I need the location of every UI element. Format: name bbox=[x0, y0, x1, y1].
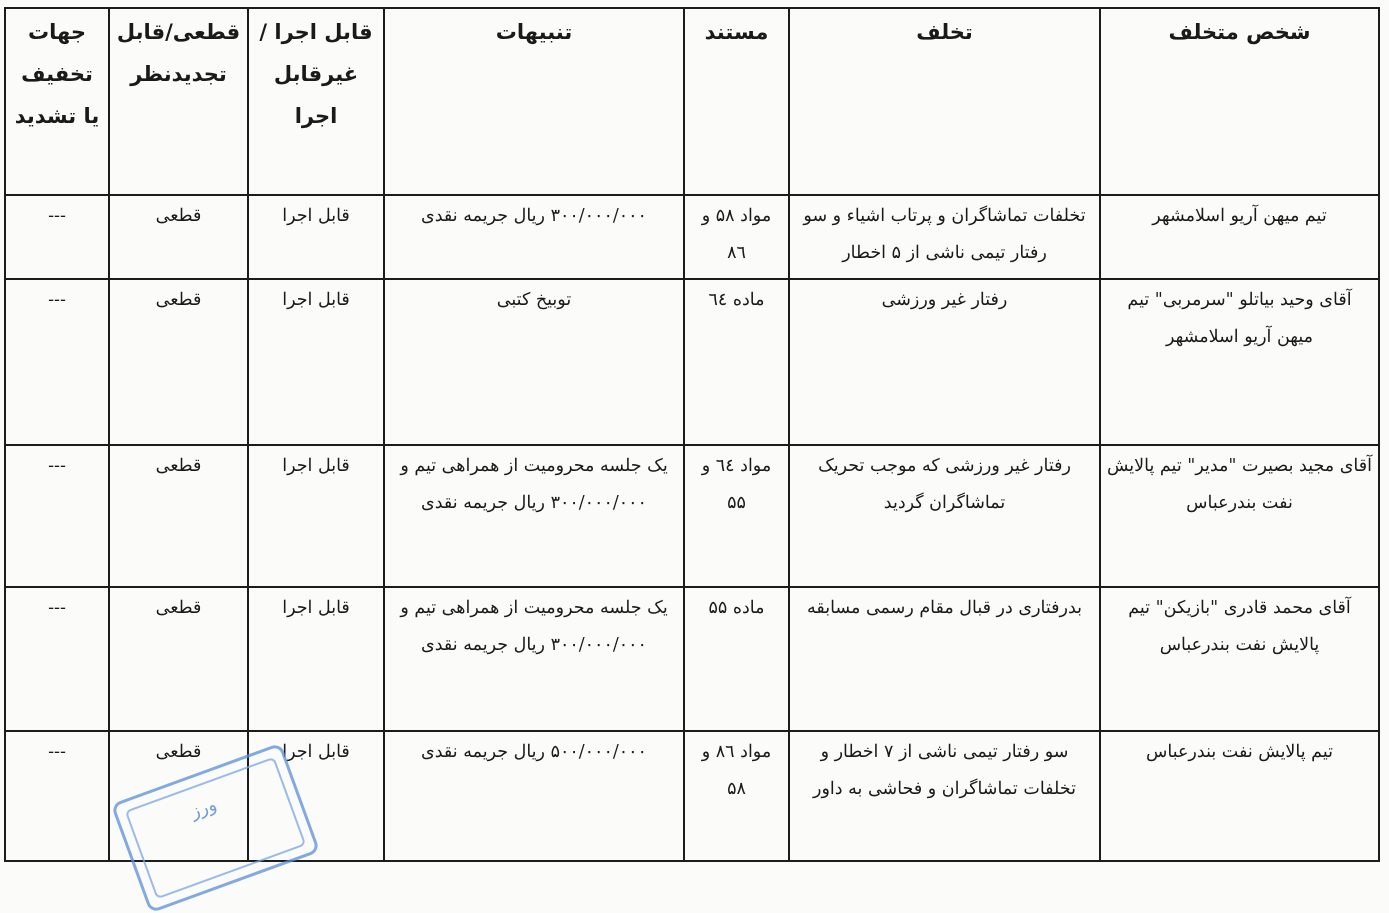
header-enforceable: قابل اجرا /غیرقابل اجرا bbox=[248, 8, 384, 195]
cell-violation: رفتار غیر ورزشی که موجب تحریک تماشاگران گردید bbox=[789, 445, 1100, 587]
cell-person: تیم میهن آریو اسلامشهر bbox=[1100, 195, 1379, 279]
cell-person: آقای مجید بصیرت "مدیر" تیم پالایش نفت بندرعباس bbox=[1100, 445, 1379, 587]
cell-penalties: ۳۰۰/۰۰۰/۰۰۰ ریال جریمه نقدی bbox=[384, 195, 684, 279]
cell-violation: بدرفتاری در قبال مقام رسمی مسابقه bbox=[789, 587, 1100, 731]
table-row bbox=[5, 445, 1379, 587]
cell-violation: تخلفات تماشاگران و پرتاب اشیاء و سو رفتار تیمی ناشی از ۵ اخطار bbox=[789, 195, 1100, 279]
header-penalties: تنبیهات bbox=[384, 8, 684, 195]
cell-basis: مواد ۸٦ و ۵۸ bbox=[684, 731, 789, 861]
cell-enforceable: قابل اجرا bbox=[248, 195, 384, 279]
cell-mitigation: --- bbox=[5, 587, 109, 731]
header-final: قطعی/قابل تجدیدنظر bbox=[109, 8, 248, 195]
header-mitigation: جهات تخفیف یا تشدید bbox=[5, 8, 109, 195]
cell-basis: مواد ۵۸ و ۸٦ bbox=[684, 195, 789, 279]
cell-person: تیم پالایش نفت بندرعباس bbox=[1100, 731, 1379, 861]
cell-final: قطعی bbox=[109, 279, 248, 445]
table-row bbox=[5, 279, 1379, 445]
cell-mitigation: --- bbox=[5, 195, 109, 279]
cell-person: آقای محمد قادری "بازیکن" تیم پالایش نفت بندرعباس bbox=[1100, 587, 1379, 731]
header-violation: تخلف bbox=[789, 8, 1100, 195]
cell-mitigation: --- bbox=[5, 445, 109, 587]
header-person: شخص متخلف bbox=[1100, 8, 1379, 195]
table-row bbox=[5, 587, 1379, 731]
cell-enforceable: قابل اجرا bbox=[248, 279, 384, 445]
cell-violation: سو رفتار تیمی ناشی از ۷ اخطار و تخلفات تماشاگران و فحاشی به داور bbox=[789, 731, 1100, 861]
disciplinary-rulings-table-container bbox=[4, 7, 1380, 862]
cell-violation: رفتار غیر ورزشی bbox=[789, 279, 1100, 445]
stamp-text: ورز bbox=[187, 794, 220, 823]
cell-mitigation: --- bbox=[5, 279, 109, 445]
header-basis: مستند bbox=[684, 8, 789, 195]
cell-mitigation: --- bbox=[5, 731, 109, 861]
cell-final: قطعی bbox=[109, 731, 248, 861]
cell-final: قطعی bbox=[109, 445, 248, 587]
cell-penalties: یک جلسه محرومیت از همراهی تیم و ۳۰۰/۰۰۰/۰۰۰ ریال جریمه نقدی bbox=[384, 445, 684, 587]
cell-penalties: یک جلسه محرومیت از همراهی تیم و ۳۰۰/۰۰۰/۰۰۰ ریال جریمه نقدی bbox=[384, 587, 684, 731]
cell-enforceable: قابل اجرا bbox=[248, 731, 384, 861]
table-row bbox=[5, 195, 1379, 279]
cell-basis: ماده ۵۵ bbox=[684, 587, 789, 731]
cell-enforceable: قابل اجرا bbox=[248, 445, 384, 587]
cell-final: قطعی bbox=[109, 587, 248, 731]
cell-basis: ماده ٦٤ bbox=[684, 279, 789, 445]
cell-penalties: ۵۰۰/۰۰۰/۰۰۰ ریال جریمه نقدی bbox=[384, 731, 684, 861]
header-row bbox=[5, 8, 1379, 195]
disciplinary-rulings-table bbox=[4, 7, 1380, 862]
cell-penalties: توبیخ کتبی bbox=[384, 279, 684, 445]
cell-enforceable: قابل اجرا bbox=[248, 587, 384, 731]
cell-final: قطعی bbox=[109, 195, 248, 279]
cell-person: آقای وحید بیاتلو "سرمربی" تیم میهن آریو اسلامشهر bbox=[1100, 279, 1379, 445]
cell-basis: مواد ٦٤ و ۵۵ bbox=[684, 445, 789, 587]
